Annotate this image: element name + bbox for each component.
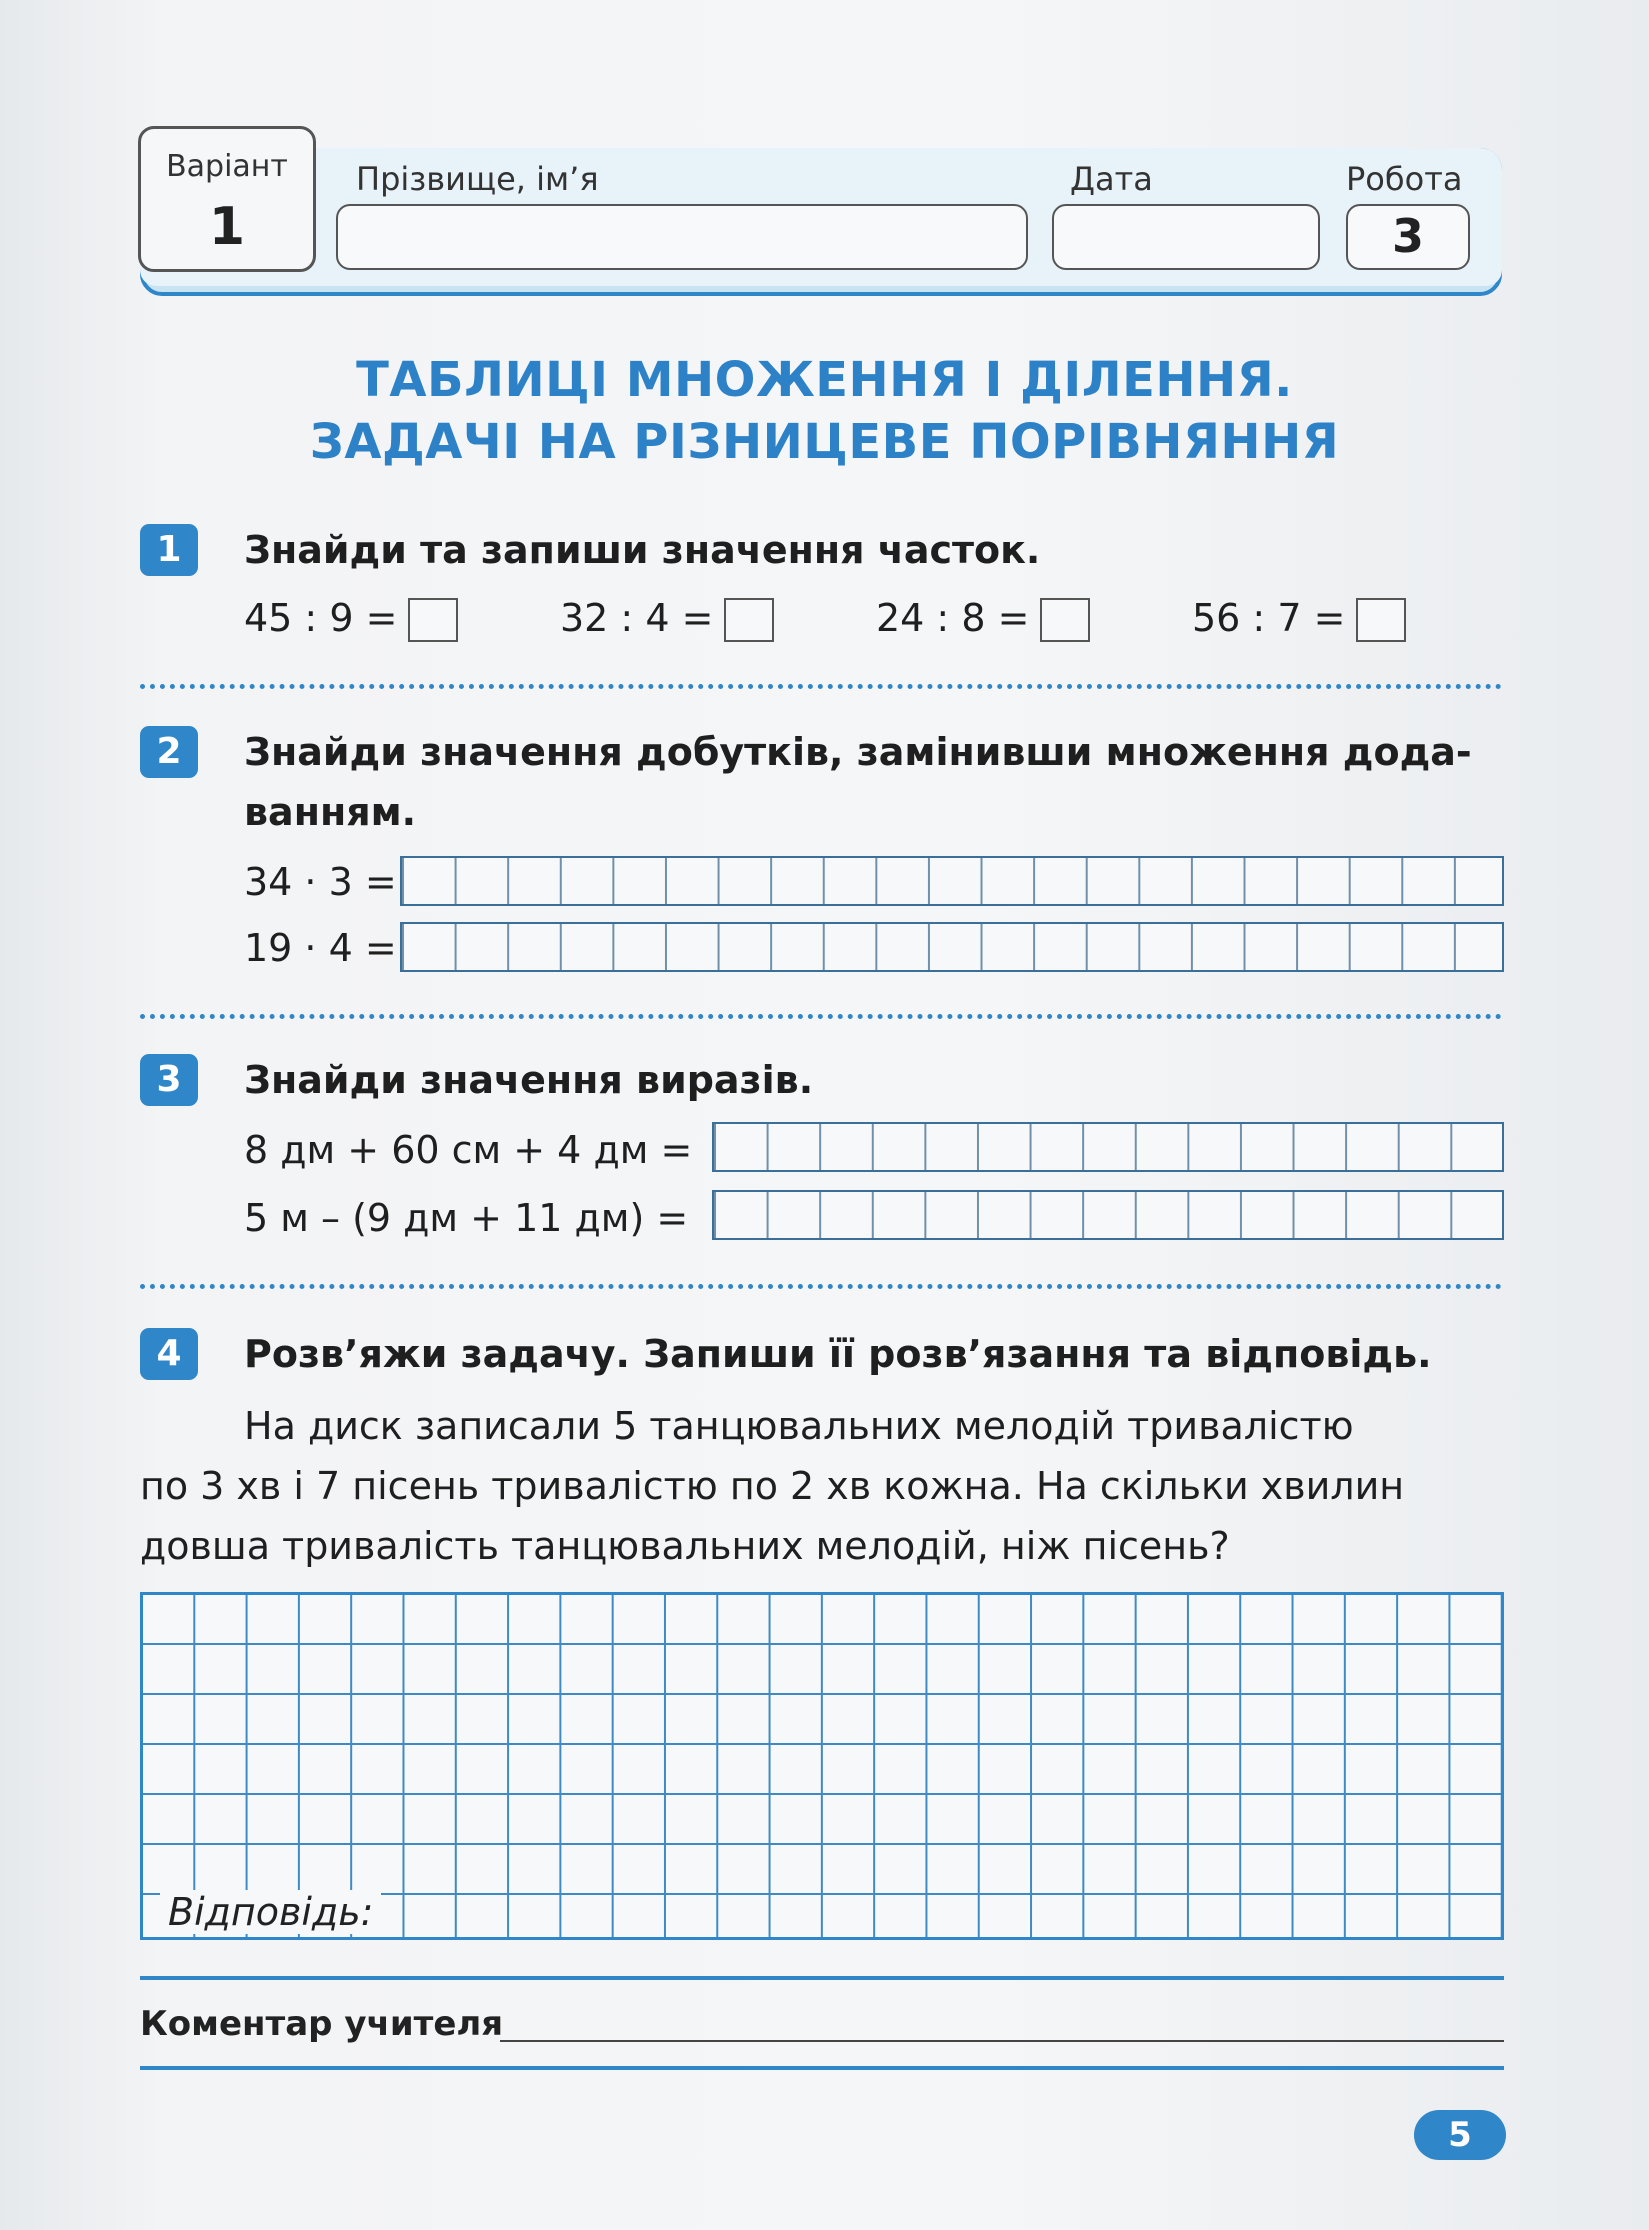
- task2-text-line1: Знайди значення добутків, замінивши множення дода-: [244, 730, 1472, 774]
- task1-answer-1[interactable]: [408, 598, 458, 642]
- date-field[interactable]: [1052, 204, 1320, 270]
- task1-expr-3: 24 : 8 =: [876, 596, 1030, 640]
- task2-badge: 2: [140, 726, 198, 778]
- task2-text-line2: ванням.: [244, 790, 417, 834]
- teacher-comment-line[interactable]: [500, 2040, 1504, 2042]
- answer-label: Відповідь:: [160, 1890, 381, 1934]
- work-number: 3: [1346, 204, 1470, 270]
- task2-expr-2: 19 · 4 =: [244, 926, 397, 970]
- task4-problem-line3: довша тривалість танцювальних мелодій, ніж пісень?: [140, 1524, 1230, 1568]
- page-title-line1: ТАБЛИЦІ МНОЖЕННЯ І ДІЛЕННЯ.: [356, 352, 1293, 408]
- page-number: 5: [1414, 2110, 1506, 2160]
- task1-answer-3[interactable]: [1040, 598, 1090, 642]
- solution-grid[interactable]: [140, 1592, 1504, 1940]
- teacher-comment-label: Коментар учителя: [140, 2004, 504, 2044]
- name-label: Прізвище, ім’я: [356, 160, 599, 198]
- task3-cells-2[interactable]: [712, 1190, 1504, 1240]
- variant-number: 1: [208, 197, 246, 257]
- task4-text: Розв’яжи задачу. Запиши її розв’язання та відповідь.: [244, 1332, 1432, 1376]
- task1-expr-2: 32 : 4 =: [560, 596, 714, 640]
- task3-badge: 3: [140, 1054, 198, 1106]
- task3-expr-1: 8 дм + 60 см + 4 дм =: [244, 1128, 693, 1172]
- task1-answer-4[interactable]: [1356, 598, 1406, 642]
- divider-3: [140, 1284, 1502, 1289]
- divider-1: [140, 684, 1502, 689]
- task2-cells-1[interactable]: [400, 856, 1504, 906]
- task1-expr-1: 45 : 9 =: [244, 596, 398, 640]
- page-title-line2: ЗАДАЧІ НА РІЗНИЦЕВЕ ПОРІВНЯННЯ: [309, 414, 1340, 470]
- footer-rule-bottom: [140, 2066, 1504, 2070]
- work-label: Робота: [1346, 160, 1463, 198]
- task4-problem-line1: На диск записали 5 танцювальних мелодій тривалістю: [244, 1404, 1354, 1448]
- task1-answer-2[interactable]: [724, 598, 774, 642]
- date-label: Дата: [1070, 160, 1153, 198]
- task1-badge: 1: [140, 524, 198, 576]
- task3-cells-1[interactable]: [712, 1122, 1504, 1172]
- name-field[interactable]: [336, 204, 1028, 270]
- task4-problem-line2: по 3 хв і 7 пісень тривалістю по 2 хв кожна. На скільки хвилин: [140, 1464, 1405, 1508]
- task4-badge: 4: [140, 1328, 198, 1380]
- variant-label: Варіант: [166, 149, 288, 184]
- task2-expr-1: 34 · 3 =: [244, 860, 397, 904]
- task1-text: Знайди та запиши значення часток.: [244, 528, 1041, 572]
- footer-rule-top: [140, 1976, 1504, 1980]
- task1-expr-4: 56 : 7 =: [1192, 596, 1346, 640]
- divider-2: [140, 1014, 1502, 1019]
- task3-text: Знайди значення виразів.: [244, 1058, 814, 1102]
- variant-box: [138, 126, 316, 272]
- task2-cells-2[interactable]: [400, 922, 1504, 972]
- task3-expr-2: 5 м – (9 дм + 11 дм) =: [244, 1196, 689, 1240]
